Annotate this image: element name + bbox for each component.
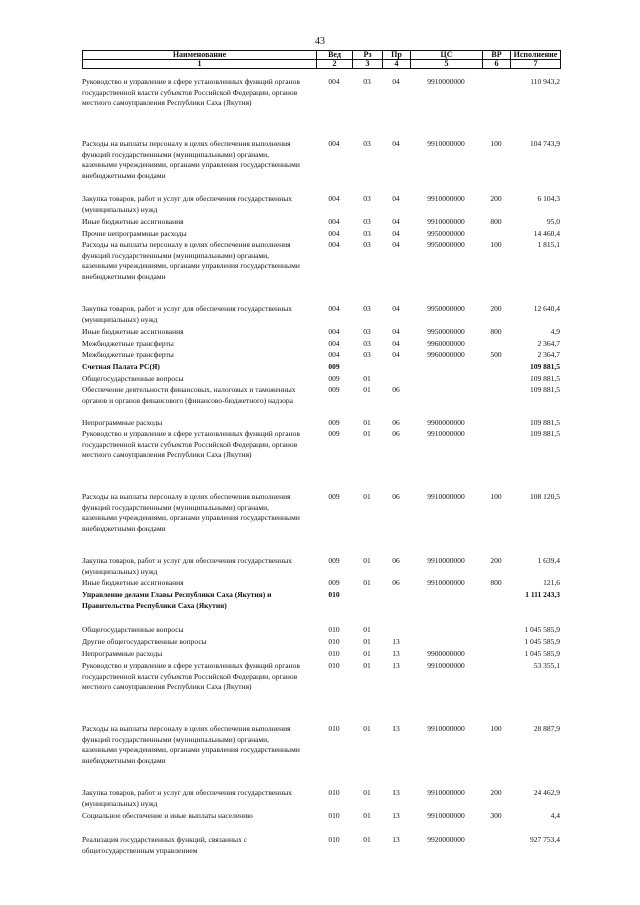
row-cs: 9950000000 [427, 240, 465, 249]
row-ved: 009 [328, 385, 340, 394]
row-rz: 01 [363, 661, 371, 670]
row-cs: 9920000000 [427, 835, 465, 844]
row-pr: 06 [392, 492, 400, 501]
row-cs: 9910000000 [427, 578, 465, 587]
row-sum: 108 120,5 [530, 492, 560, 501]
row-vr: 100 [490, 492, 502, 501]
row-rz: 01 [363, 724, 371, 733]
row-rz: 01 [363, 556, 371, 565]
row-pr: 13 [392, 661, 400, 670]
row-sum: 14 460,4 [533, 229, 560, 238]
row-pr: 04 [392, 327, 400, 336]
row-rz: 03 [363, 327, 371, 336]
row-rz: 01 [363, 811, 371, 820]
header-num-2: 2 [317, 60, 353, 69]
row-vr: 200 [490, 194, 502, 203]
row-rz: 03 [363, 139, 371, 148]
row-name: Руководство и управление в сфере установленных функций органов государственной власти субъектов Российской Федерации, органов местного самоуправления Республики Саха (Якутия) [82, 77, 300, 108]
row-cs: 9910000000 [427, 77, 465, 86]
row-pr: 04 [392, 304, 400, 313]
row-ved: 009 [328, 429, 340, 438]
row-sum: 109 881,5 [530, 429, 560, 438]
row-sum: 95,0 [546, 217, 560, 226]
row-rz: 03 [363, 229, 371, 238]
row-name: Непрограммные расходы [82, 649, 163, 658]
header-sum: Исполнение [511, 51, 561, 60]
row-sum: 109 881,5 [530, 374, 560, 383]
row-name: Расходы на выплаты персоналу в целях обеспечения выполнения функций государственными (муниципальными) органами, казенными учреждениями, органами управления государственными внебюджетными фондами [82, 240, 300, 281]
row-sum: 927 753,4 [530, 835, 560, 844]
row-sum: 28 887,9 [533, 724, 560, 733]
row-sum: 1 045 585,9 [524, 625, 560, 634]
row-cs: 9910000000 [427, 811, 465, 820]
header-ved: Вед [317, 51, 353, 60]
row-ved: 004 [328, 339, 340, 348]
row-cs: 9910000000 [427, 194, 465, 203]
row-sum: 1 815,1 [537, 240, 560, 249]
row-name: Закупка товаров, работ и услуг для обеспечения государственных (муниципальных) нужд [82, 788, 293, 808]
row-sum: 121,6 [543, 578, 560, 587]
row-vr: 800 [490, 578, 502, 587]
row-name: Межбюджетные трансферты [82, 339, 174, 348]
row-vr: 100 [490, 139, 502, 148]
row-name: Руководство и управление в сфере установленных функций органов государственной власти субъектов Российской Федерации, органов местного самоуправления Республики Саха (Якутия) [82, 429, 300, 460]
row-rz: 01 [363, 649, 371, 658]
row-cs: 9900000000 [427, 418, 465, 427]
row-rz: 01 [363, 418, 371, 427]
row-ved: 009 [328, 362, 340, 371]
row-sum: 110 943,2 [530, 77, 560, 86]
table-header [82, 50, 561, 69]
row-pr: 04 [392, 77, 400, 86]
row-name: Закупка товаров, работ и услуг для обеспечения государственных (муниципальных) нужд [82, 304, 293, 324]
row-ved: 010 [328, 811, 340, 820]
row-rz: 01 [363, 637, 371, 646]
row-ved: 010 [328, 649, 340, 658]
row-vr: 800 [490, 327, 502, 336]
header-rz: Рз [353, 51, 383, 60]
row-sum: 2 364,7 [537, 339, 560, 348]
row-ved: 004 [328, 327, 340, 336]
row-sum: 24 462,9 [533, 788, 560, 797]
row-ved: 009 [328, 492, 340, 501]
row-ved: 009 [328, 418, 340, 427]
row-name: Управление делами Главы Республики Саха (Якутия) и Правительства Республики Саха (Якутия) [82, 590, 272, 610]
row-name: Межбюджетные трансферты [82, 350, 174, 359]
row-pr: 04 [392, 194, 400, 203]
row-pr: 13 [392, 835, 400, 844]
row-ved: 009 [328, 578, 340, 587]
row-name: Другие общегосударственные вопросы [82, 637, 207, 646]
header-row-names [83, 51, 561, 60]
row-ved: 010 [328, 724, 340, 733]
row-name: Иные бюджетные ассигнования [82, 327, 184, 336]
row-sum: 53 355,1 [533, 661, 560, 670]
row-pr: 06 [392, 385, 400, 394]
row-pr: 13 [392, 637, 400, 646]
row-pr: 04 [392, 240, 400, 249]
row-cs: 9910000000 [427, 429, 465, 438]
row-pr: 06 [392, 556, 400, 565]
row-sum: 104 743,9 [530, 139, 560, 148]
row-ved: 010 [328, 590, 340, 599]
row-pr: 13 [392, 724, 400, 733]
row-name: Руководство и управление в сфере установленных функций органов государственной власти субъектов Российской Федерации, органов местного самоуправления Республики Саха (Якутия) [82, 661, 300, 692]
row-ved: 010 [328, 637, 340, 646]
row-sum: 1 639,4 [537, 556, 560, 565]
row-rz: 01 [363, 429, 371, 438]
header-num-4: 4 [383, 60, 411, 69]
row-pr: 06 [392, 429, 400, 438]
row-name: Общегосударственные вопросы [82, 625, 184, 634]
row-ved: 010 [328, 835, 340, 844]
row-name: Счетная Палата РС(Я) [82, 362, 160, 371]
row-vr: 500 [490, 350, 502, 359]
row-vr: 100 [490, 724, 502, 733]
row-pr: 13 [392, 649, 400, 658]
page-number: 43 [315, 36, 325, 47]
row-cs: 9910000000 [427, 661, 465, 670]
header-num-6: 6 [483, 60, 511, 69]
row-vr: 200 [490, 556, 502, 565]
row-sum: 1 045 585,9 [524, 637, 560, 646]
row-ved: 004 [328, 139, 340, 148]
row-pr: 04 [392, 139, 400, 148]
header-cs: ЦС [411, 51, 483, 60]
row-ved: 004 [328, 194, 340, 203]
row-pr: 04 [392, 217, 400, 226]
row-sum: 109 881,5 [530, 418, 560, 427]
row-name: Общегосударственные вопросы [82, 374, 184, 383]
row-cs: 9910000000 [427, 139, 465, 148]
row-name: Расходы на выплаты персоналу в целях обеспечения выполнения функций государственными (муниципальными) органами, казенными учреждениями, органами управления государственными внебюджетными фондами [82, 724, 300, 765]
header-num-5: 5 [411, 60, 483, 69]
row-cs: 9910000000 [427, 788, 465, 797]
row-name: Социальное обеспечение и иные выплаты населению [82, 811, 253, 820]
row-sum: 109 881,5 [530, 385, 560, 394]
row-ved: 004 [328, 77, 340, 86]
row-name: Иные бюджетные ассигнования [82, 217, 184, 226]
row-cs: 9950000000 [427, 304, 465, 313]
row-pr: 06 [392, 578, 400, 587]
row-pr: 04 [392, 229, 400, 238]
row-sum: 1 111 243,3 [525, 590, 560, 599]
row-sum: 6 104,3 [537, 194, 560, 203]
row-sum: 12 640,4 [533, 304, 560, 313]
row-cs: 9900000000 [427, 649, 465, 658]
row-vr: 800 [490, 217, 502, 226]
row-name: Непрограммные расходы [82, 418, 163, 427]
row-ved: 010 [328, 661, 340, 670]
row-cs: 9960000000 [427, 339, 465, 348]
row-pr: 13 [392, 811, 400, 820]
row-vr: 100 [490, 240, 502, 249]
row-name: Прочие непрограммные расходы [82, 229, 187, 238]
row-ved: 010 [328, 625, 340, 634]
row-ved: 004 [328, 240, 340, 249]
header-vr: ВР [483, 51, 511, 60]
row-cs: 9910000000 [427, 724, 465, 733]
row-rz: 01 [363, 492, 371, 501]
row-rz: 03 [363, 304, 371, 313]
row-pr: 13 [392, 788, 400, 797]
row-pr: 06 [392, 418, 400, 427]
row-ved: 004 [328, 304, 340, 313]
row-name: Закупка товаров, работ и услуг для обеспечения государственных (муниципальных) нужд [82, 194, 293, 214]
row-rz: 03 [363, 339, 371, 348]
row-sum: 1 045 585,9 [524, 649, 560, 658]
row-vr: 300 [490, 811, 502, 820]
header-pr: Пр [383, 51, 411, 60]
row-cs: 9950000000 [427, 327, 465, 336]
row-rz: 03 [363, 240, 371, 249]
row-rz: 01 [363, 578, 371, 587]
row-sum: 4,4 [550, 811, 560, 820]
row-cs: 9960000000 [427, 350, 465, 359]
row-ved: 004 [328, 217, 340, 226]
row-name: Реализация государственных функций, связанных с общегосударственным управлением [82, 835, 248, 855]
row-ved: 009 [328, 556, 340, 565]
header-num-3: 3 [353, 60, 383, 69]
row-name: Закупка товаров, работ и услуг для обеспечения государственных (муниципальных) нужд [82, 556, 293, 576]
header-num-1: 1 [83, 60, 317, 69]
header-row-numbers [83, 60, 561, 69]
row-ved: 004 [328, 350, 340, 359]
row-cs: 9950000000 [427, 229, 465, 238]
row-sum: 4,9 [550, 327, 560, 336]
row-sum: 109 881,5 [530, 362, 560, 371]
row-rz: 03 [363, 350, 371, 359]
row-vr: 200 [490, 304, 502, 313]
row-rz: 01 [363, 835, 371, 844]
row-name: Расходы на выплаты персоналу в целях обеспечения выполнения функций государственными (муниципальными) органами, казенными учреждениями, органами управления государственными внебюджетными фондами [82, 139, 300, 180]
row-name: Иные бюджетные ассигнования [82, 578, 184, 587]
row-rz: 01 [363, 385, 371, 394]
row-rz: 01 [363, 788, 371, 797]
header-name: Наименование [83, 51, 317, 60]
row-cs: 9910000000 [427, 492, 465, 501]
row-pr: 04 [392, 350, 400, 359]
header-num-7: 7 [511, 60, 561, 69]
row-vr: 200 [490, 788, 502, 797]
row-name: Расходы на выплаты персоналу в целях обеспечения выполнения функций государственными (муниципальными) органами, казенными учреждениями, органами управления государственными внебюджетными фондами [82, 492, 300, 533]
row-cs: 9910000000 [427, 217, 465, 226]
row-rz: 03 [363, 217, 371, 226]
row-ved: 004 [328, 229, 340, 238]
row-ved: 009 [328, 374, 340, 383]
row-sum: 2 364,7 [537, 350, 560, 359]
row-rz: 03 [363, 77, 371, 86]
row-name: Обеспечение деятельности финансовых, налоговых и таможенных органов и органов финансового (финансово-бюджетного) надзора [82, 385, 296, 405]
row-cs: 9910000000 [427, 556, 465, 565]
row-ved: 010 [328, 788, 340, 797]
row-rz: 03 [363, 194, 371, 203]
row-rz: 01 [363, 625, 371, 634]
row-pr: 04 [392, 339, 400, 348]
row-rz: 01 [363, 374, 371, 383]
